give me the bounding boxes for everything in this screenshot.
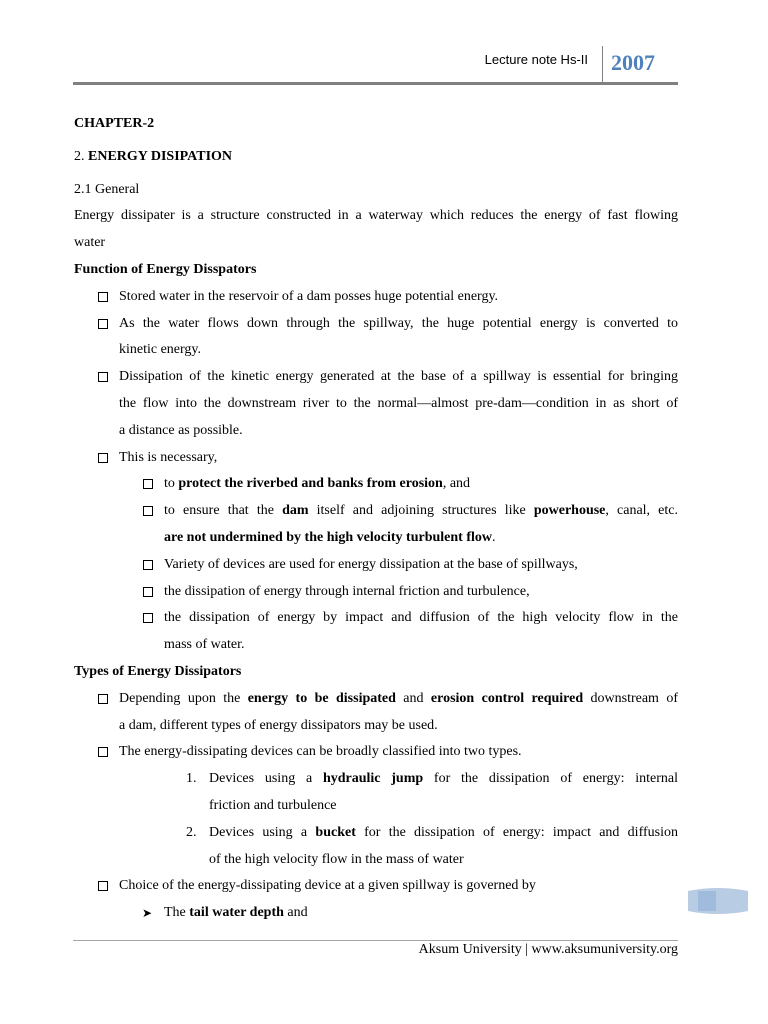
list-item [74, 445, 678, 472]
intro-line-2: water [74, 235, 106, 251]
checkbox-bullet-icon [98, 453, 108, 463]
sub-list-item [74, 552, 678, 579]
list-item [74, 686, 678, 740]
intro-line-1: Energy dissipater is a structure constructed in a waterway which reduces the energy of fast flowing [74, 208, 678, 224]
list-item-text: Choice of the energy-dissipating device at a given spillway is governed by [119, 878, 536, 894]
list-item-text: This is necessary, [119, 449, 218, 465]
section-number: 2. [74, 148, 85, 164]
list-item [74, 739, 678, 766]
list-item-text: a dam, different types of energy dissipators may be used. [119, 717, 438, 733]
arrow-bullet-icon: ➤ [142, 906, 153, 921]
list-item-text: mass of water. [164, 637, 245, 653]
list-item-text: the flow into the downstream river to the normal—almost pre-dam—condition in as short of [119, 395, 678, 411]
list-item [74, 284, 678, 311]
footer-rule [73, 940, 678, 941]
sub-list-item [74, 579, 678, 606]
list-item-text: Depending upon the energy to be dissipated and erosion control required downstream of [119, 690, 679, 706]
sub-list-item [74, 498, 678, 552]
checkbox-bullet-icon [143, 613, 153, 623]
chapter-title: CHAPTER-2 [74, 116, 155, 131]
section-title [74, 144, 678, 171]
checkbox-bullet-icon [98, 372, 108, 382]
checkbox-bullet-icon [98, 747, 108, 757]
list-item-text: are not undermined by the high velocity turbulent flow. [164, 529, 496, 545]
document-body [74, 111, 678, 927]
list-item [74, 873, 678, 900]
list-item-text: to ensure that the dam itself and adjoining structures like powerhouse, canal, etc. [164, 503, 679, 519]
list-item-text: Dissipation of the kinetic energy generated at the base of a spillway is essential for bringing [119, 369, 678, 385]
arrow-item [74, 900, 678, 927]
header-year: 2007 [611, 50, 655, 75]
list-item-text: As the water flows down through the spillway, the huge potential energy is converted to [119, 315, 678, 331]
list-item-text: of the high velocity flow in the mass of water [209, 851, 464, 867]
numbered-item [74, 820, 678, 874]
section-name: ENERGY DISIPATION [88, 148, 233, 164]
item-number: 2. [186, 824, 197, 840]
list-item-text: Stored water in the reservoir of a dam posses huge potential energy. [119, 288, 499, 304]
page-tab-icon [688, 887, 748, 915]
numbered-item [74, 766, 678, 820]
checkbox-bullet-icon [98, 881, 108, 891]
list-item-text: The tail water depth and [164, 905, 308, 921]
list-item-text: the dissipation of energy through internal friction and turbulence, [164, 583, 530, 599]
list-item-text: The energy-dissipating devices can be broadly classified into two types. [119, 744, 522, 760]
types-heading: Types of Energy Dissipators [74, 663, 242, 679]
list-item [74, 364, 678, 444]
sub-list-item [74, 605, 678, 659]
list-item-text: Variety of devices are used for energy dissipation at the base of spillways, [164, 556, 578, 572]
item-number: 1. [186, 771, 197, 787]
header-separator [602, 46, 603, 84]
checkbox-bullet-icon [98, 319, 108, 329]
checkbox-bullet-icon [143, 560, 153, 570]
checkbox-bullet-icon [98, 694, 108, 704]
header-rule [73, 82, 678, 85]
list-item-text: kinetic energy. [119, 342, 202, 358]
function-heading: Function of Energy Disspators [74, 261, 257, 277]
checkbox-bullet-icon [143, 479, 153, 489]
list-item-text: to protect the riverbed and banks from erosion, and [164, 476, 471, 492]
list-item-text: the dissipation of energy by impact and diffusion of the high velocity flow in the [164, 610, 678, 626]
header-note: Lecture note Hs-II [484, 52, 588, 67]
list-item-text: Devices using a bucket for the dissipation of energy: impact and diffusion [209, 824, 678, 840]
list-item-text: friction and turbulence [209, 797, 337, 813]
checkbox-bullet-icon [143, 506, 153, 516]
subsection-title: 2.1 General [74, 181, 140, 197]
checkbox-bullet-icon [143, 587, 153, 597]
list-item-text: Devices using a hydraulic jump for the dissipation of energy: internal [209, 771, 678, 787]
sub-list-item [74, 471, 678, 498]
list-item [74, 311, 678, 365]
list-item-text: a distance as possible. [119, 422, 243, 438]
checkbox-bullet-icon [98, 292, 108, 302]
footer-text: Aksum University | www.aksumuniversity.org [418, 942, 678, 957]
